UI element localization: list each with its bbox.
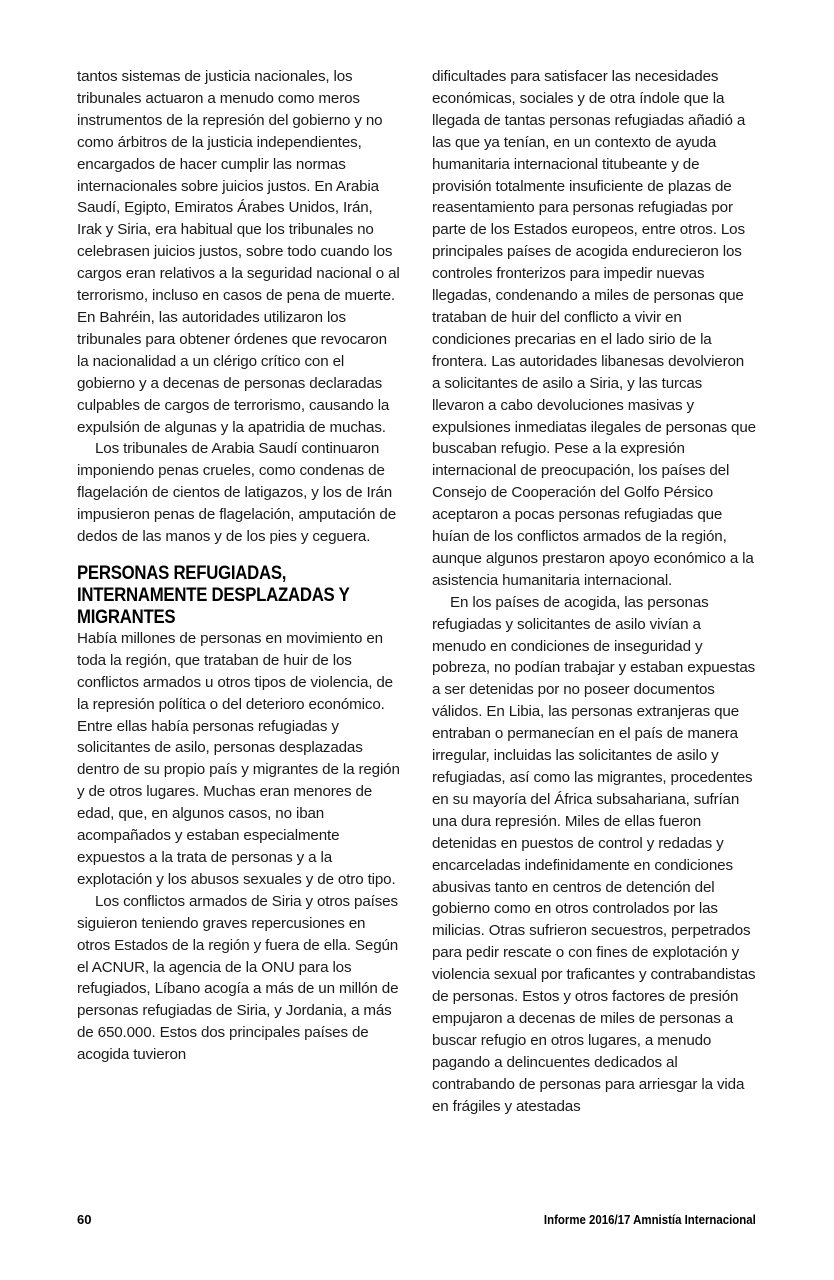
section-heading-refugees: PERSONAS REFUGIADAS, INTERNAMENTE DESPLAZADAS Y MIGRANTES <box>77 561 350 628</box>
paragraph-host-country-difficulties: dificultades para satisfacer las necesidades económicas, sociales y de otra índole que la llegada de tantas personas refugiadas añadió a las que ya tenían, en un contexto de ayuda humanitaria internacional titubeante y de provisión totalmente insuficiente de plazas de reasentamiento para personas refugiadas por parte de los Estados europeos, entre otros. Los principales países de acogida endurecieron los controles fronterizos para impedir nuevas llegadas, condenando a miles de personas que trataban de huir del conflicto a vivir en condiciones precarias en el lado sirio de la frontera. Las autoridades libanesas devolvieron a solicitantes de asilo a Siria, y las turcas llevaron a cabo devoluciones masivas y expulsiones inmediatas ilegales de personas que buscaban refugio. Pese a la expresión internacional de preocupación, los países del Consejo de Cooperación del Golfo Pérsico aceptaron a pocas personas refugiadas que huían de los conflictos armados de la región, aunque algunos prestaron apoyo económico a la asistencia humanitaria internacional. <box>432 68 756 589</box>
paragraph-justice-systems: tantos sistemas de justicia nacionales, los tribunales actuaron a menudo como meros instrumentos de la represión del gobierno y no como árbitros de la justicia independientes, encargados de hacer cumplir las normas internacionales sobre juicios justos. En Arabia Saudí, Egipto, Emiratos Árabes Unidos, Irán, Irak y Siria, era habitual que los tribunales no celebrasen juicios justos, sobre todo cuando los cargos eran relativos a la seguridad nacional o al terrorismo, incluso en casos de pena de muerte. En Bahréin, las autoridades utilizaron los tribunales para obtener órdenes que revocaron la nacionalidad a un clérigo crítico con el gobierno y a decenas de personas declaradas culpables de cargos de terrorismo, causando la expulsión de algunas y la apatridia de muchas. <box>77 68 400 436</box>
left-column <box>77 66 401 1066</box>
running-footer-title: Informe 2016/17 Amnistía Internacional <box>544 1212 756 1227</box>
paragraph-people-on-the-move: Había millones de personas en movimiento en toda la región, que trataban de huir de los conflictos armados u otros tipos de violencia, de la represión política o del deterioro económico. Entre ellas había personas refugiadas y solicitantes de asilo, personas desplazadas dentro de su propio país y migrantes de la región y de otros lugares. Muchas eran menores de edad, que, en algunos casos, no iban acompañados y estaban especialmente expuestos a la trata de personas y a la explotación y los abusos sexuales y de otro tipo. <box>77 629 400 888</box>
right-column <box>432 66 756 1118</box>
paragraph-cruel-punishments: Los tribunales de Arabia Saudí continuaron imponiendo penas crueles, como condenas de flagelación de cientos de latigazos, y los de Irán impusieron penas de flagelación, amputación de dedos de las manos y de los pies y ceguera. <box>77 440 397 546</box>
paragraph-host-country-conditions: En los países de acogida, las personas refugiadas y solicitantes de asilo vivían a menudo en condiciones de inseguridad y pobreza, no podían trabajar y estaban expuestas a ser detenidas por no poseer documentos válidos. En Libia, las personas extranjeras que entraban o permanecían en el país de manera irregular, incluidas las solicitantes de asilo y refugiadas, así como las migrantes, procedentes en su mayoría del África subsahariana, sufrían una dura represión. Miles de ellas fueron detenidas en puestos de control y redadas y encarceladas indefinidamente en condiciones abusivas tanto en centros de detención del gobierno como en otros controlados por las milicias. Otras sufrieron secuestros, perpetrados para pedir rescate o con fines de explotación y violencia sexual por traficantes y contrabandistas de personas. Estos y otros factores de presión empujaron a decenas de miles de personas a buscar refugio en otros lugares, a menudo pagando a delincuentes dedicados al contrabando de personas para arriesgar la vida en frágiles y atestadas <box>432 593 756 1115</box>
paragraph-armed-conflicts: Los conflictos armados de Siria y otros países siguieron teniendo graves repercusiones en otros Estados de la región y fuera de ella. Según el ACNUR, la agencia de la ONU para los refugiados, Líbano acogía a más de un millón de personas refugiadas de Siria, y Jordania, a más de 650.000. Estos dos principales países de acogida tuvieron <box>77 892 399 1064</box>
page-number: 60 <box>77 1212 92 1227</box>
